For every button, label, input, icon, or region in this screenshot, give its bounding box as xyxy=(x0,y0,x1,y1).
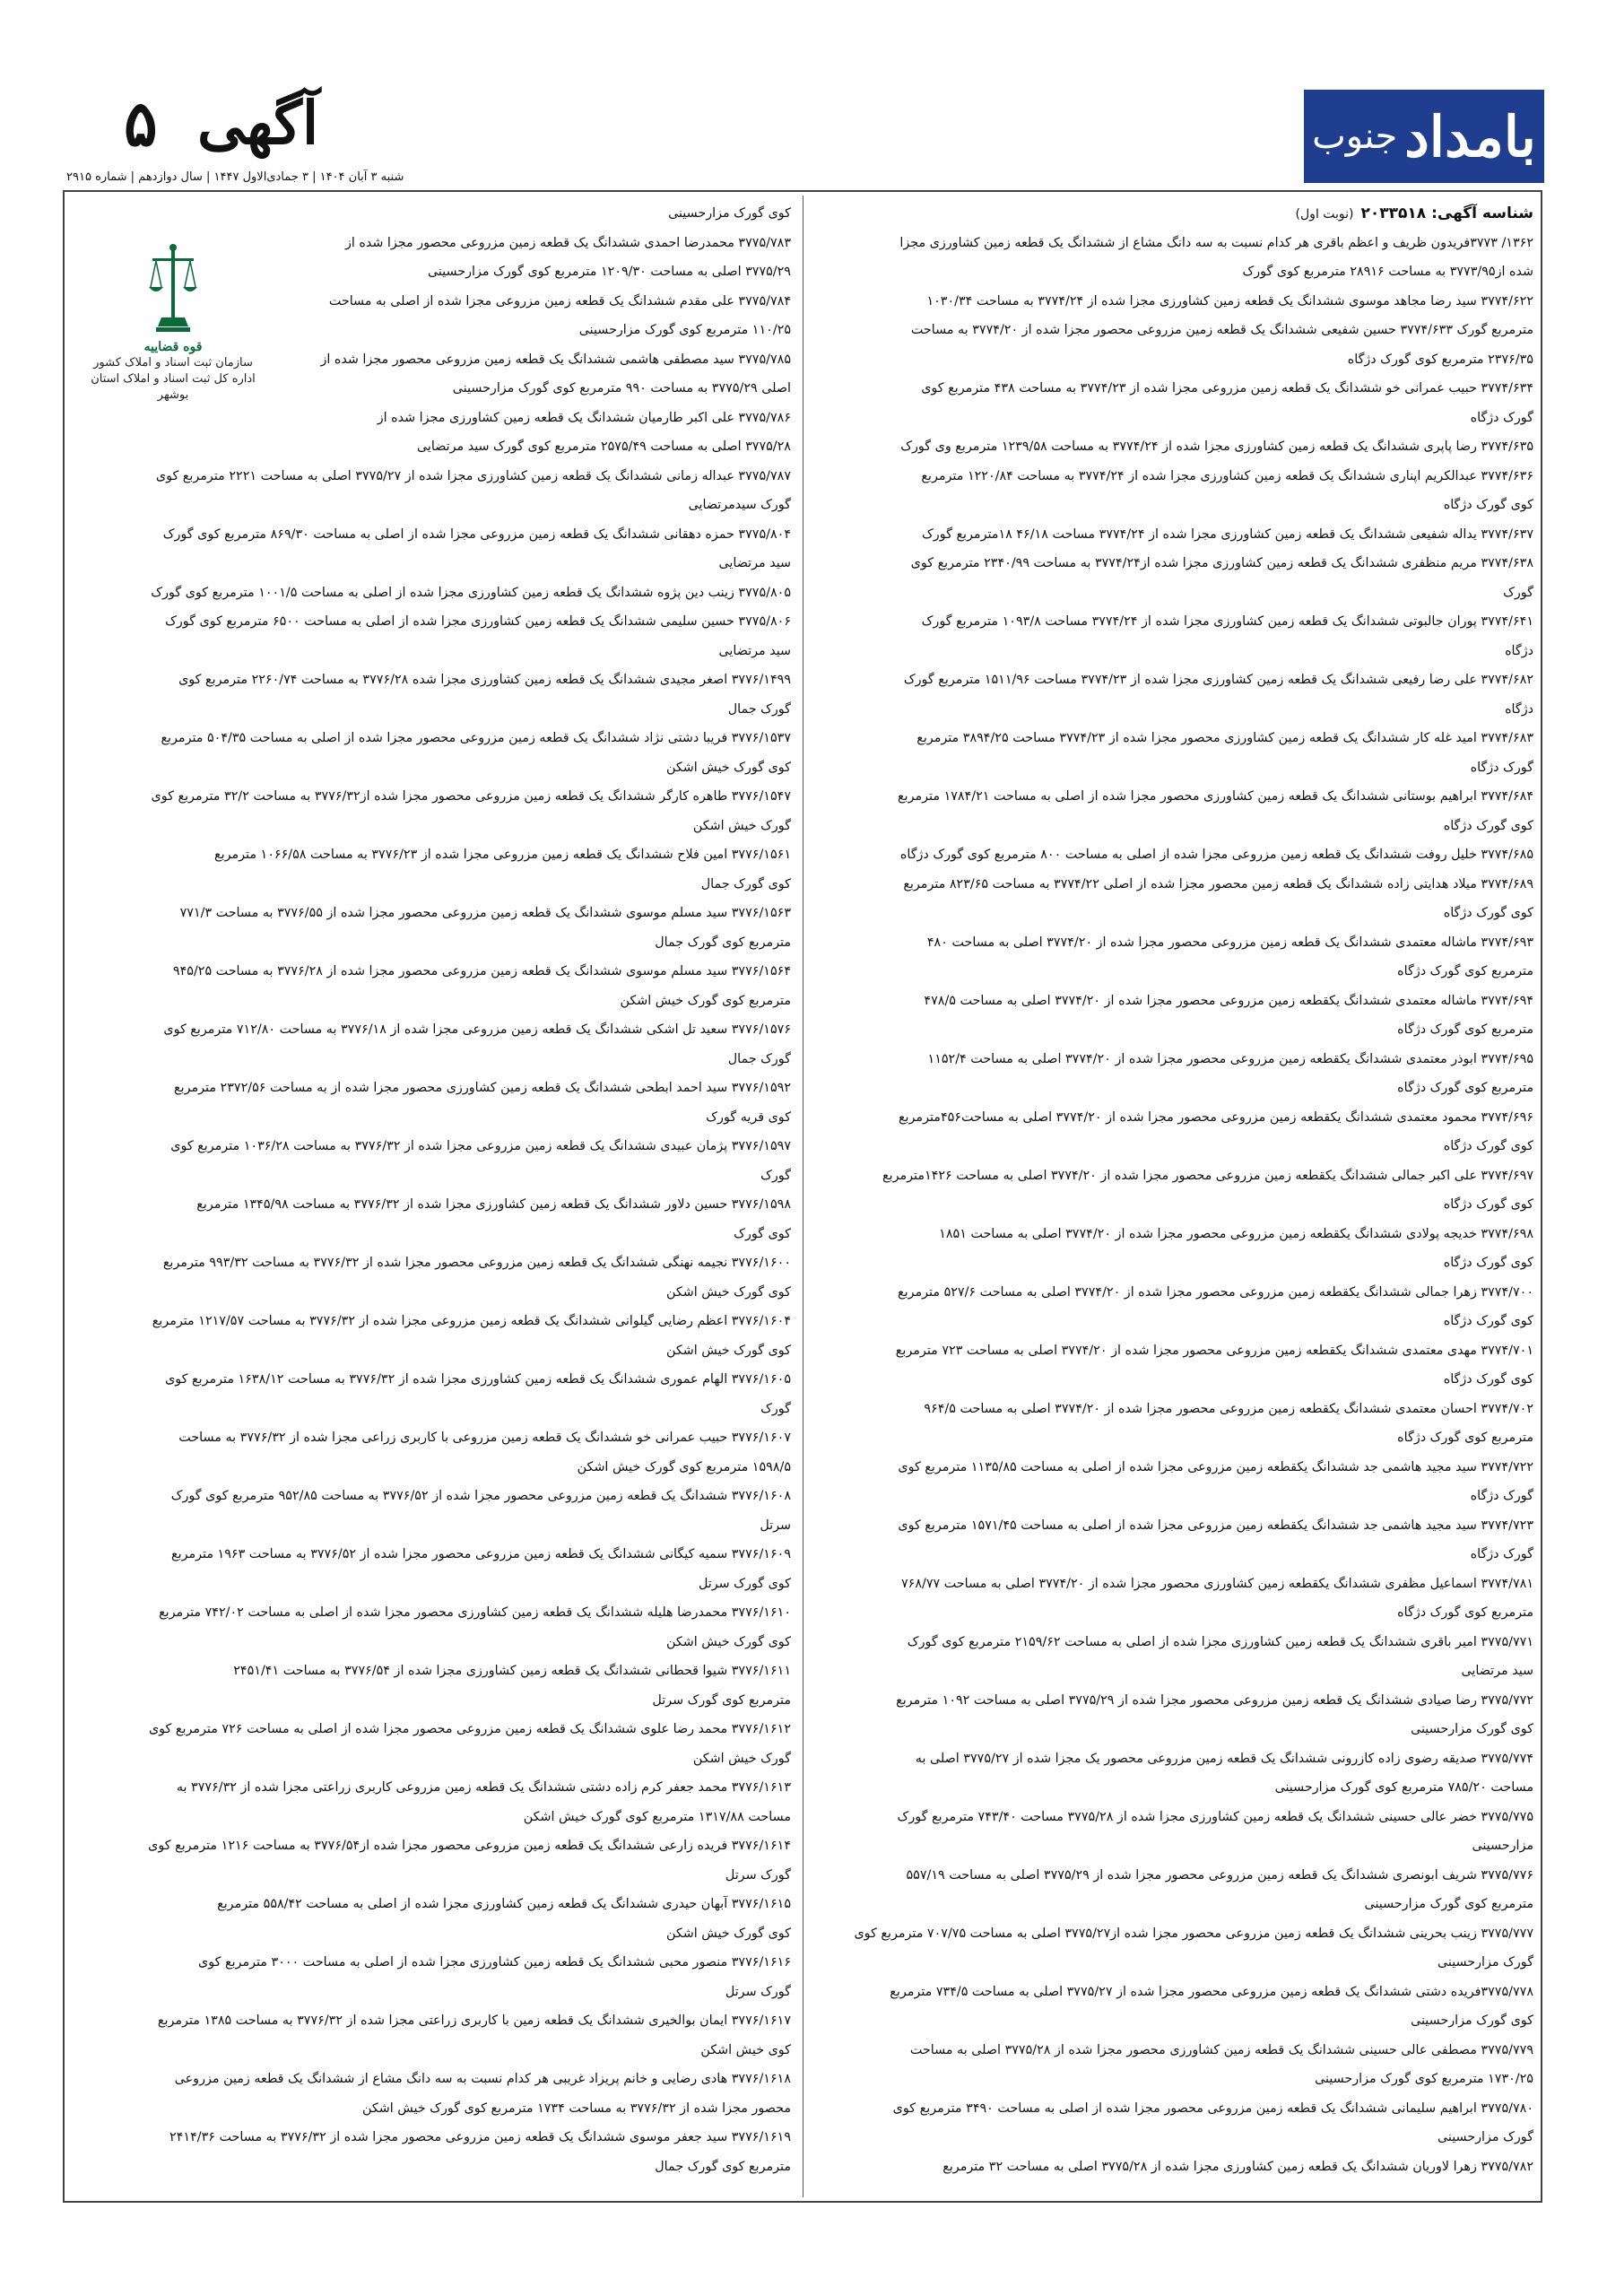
notice-line: مترمربع گورک ۳۷۷۴/۶۳۳ حسین شفیعی ششدانگ یک قطعه زمین مزروعی محصور مجزا شده از ۳۷۷۴/۲۰ به مساحت xyxy=(910,323,1533,337)
notice-line: ۳۷۷۵/۸۰۵ زینب دین پژوه ششدانگ یک قطعه زمین کشاورزی مجزا شده از اصلی به مساحت ۱۰۰۱/۵ مترمربع کوی گورک xyxy=(151,585,791,600)
notice-line: مترمربع کوی گورک دژگاه xyxy=(1397,1081,1533,1095)
notice-round: (نوبت اول) xyxy=(1295,207,1354,222)
notice-line: ۳۷۷۴/۶۲۲ سید رضا مجاهد موسوی ششدانگ یک قطعه زمین کشاورزی مجزا شده از ۳۷۷۴/۲۴ به مساحت ۱۰۳۰/۳۴ xyxy=(926,293,1533,309)
org-line-2: اداره کل ثبت اسناد و املاک استان بوشهر xyxy=(91,372,256,402)
notice-line: مترمربع کوی گورک جمال xyxy=(655,935,791,950)
notice-line: ۳۷۷۴/۶۹۴ ماشاله معتمدی ششدانگ یکقطعه زمین مزروعی محصور مجزا شده از ۳۷۷۴/۲۰ اصلی به مساحت ۴۷۸/۵ xyxy=(924,993,1533,1008)
right-column xyxy=(816,199,1533,2181)
notice-line: ۳۷۷۴/۶۹۷ علی اکبر جمالی ششدانگ یکقطعه زمین مزروعی محصور مجزا شده از ۳۷۷۴/۲۰ اصلی به مساحت ۱۴۲۶مترمربع xyxy=(882,1168,1533,1183)
notice-line: ۳۷۷۶/۱۶۱۰ محمدرضا هلیله ششدانگ یک قطعه زمین کشاورزی محصور مجزا شده از اصلی به مساحت ۷۴۲/۰۲ مترمربع xyxy=(159,1605,791,1620)
notice-line: مترمربع کوی گورک دژگاه xyxy=(1397,1431,1533,1445)
notice-line: ۳۷۷۴/۶۸۹ میلاد هدایتی زاده ششدانگ یک قطعه زمین محصور مجزا شده از اصلی ۳۷۷۴/۲۲ به مساحت ۸۲۳/۶۵ مترمربع xyxy=(903,876,1533,891)
notice-line: سید مرتضایی xyxy=(1461,1664,1533,1678)
notice-line: کوی گورک مزارحسینی xyxy=(668,206,791,221)
notice-line: ۳۷۷۴/۶۹۶ محمود معتمدی ششدانگ یکقطعه زمین مزروعی محصور مجزا شده از ۳۷۷۴/۲۰ اصلی به مساحت۴۵۶مترمربع xyxy=(898,1109,1533,1125)
notice-line: ۳۷۷۵/۷۷۲ رضا صیادی ششدانگ یک قطعه زمین مزروعی محصور مجزا شده از ۳۷۷۵/۲۹ اصلی به مساحت ۱۰۹۲ مترمربع xyxy=(896,1692,1533,1708)
notice-line: ۳۷۷۶/۱۴۹۹ اصغر مجیدی ششدانگ یک قطعه زمین کشاورزی مجزا شده ۳۷۷۶/۲۸ به مساحت ۲۲۶۰/۷۴ مترمربع کوی xyxy=(178,673,791,687)
notice-line: گورک دژگاه xyxy=(1470,760,1533,775)
notice-title: شناسه آگهی: ۲۰۳۳۵۱۸ xyxy=(1360,204,1533,222)
notice-line: محصور مجزا شده از ۳۷۷۶/۳۲ به مساحت ۱۷۳۴ مترمربع کوی گورک خیش اشکن xyxy=(361,2100,791,2116)
notice-line: مساحت ۱۳۱۷/۸۸ مترمربع کوی گورک خیش اشکن xyxy=(523,1809,791,1824)
notice-line: ۳۷۷۴/۶۳۵ رضا پاپری ششدانگ یک قطعه زمین کشاورزی مجزا شده از ۳۷۷۴/۲۴ به مساحت ۱۲۳۹/۵۸ مترمربع وی گورک xyxy=(900,439,1533,454)
notice-line: کوی گورک مزارحسینی xyxy=(1411,2013,1533,2028)
notice-line: مترمربع کوی گورک سرتل xyxy=(652,1692,791,1708)
notice-line: سرتل xyxy=(760,1518,791,1533)
notice-line: ۲۳۷۶/۳۵ مترمربع کوی گورک دژگاه xyxy=(1347,352,1533,367)
notice-line: گورک xyxy=(760,1401,791,1416)
notice-line: مترمربع کوی گورک دژگاه xyxy=(1397,1605,1533,1620)
notice-line: گورک xyxy=(1503,585,1533,600)
notice-line: ۳۷۷۵/۷۸۵ سید مصطفی هاشمی ششدانگ یک قطعه زمین مزروعی محصور مجزا شده از xyxy=(320,352,791,367)
notice-line: ۳۷۷۶/۱۶۱۶ منصور محبی ششدانگ یک قطعه زمین کشاورزی مجزا شده از اصلی به مساحت ۳۰۰۰ مترمربع کوی xyxy=(198,1955,791,1970)
notice-line: گورک xyxy=(760,1168,791,1183)
notice-line: ۳۷۷۴/۷۸۱ اسماعیل مظفری ششدانگ یکقطعه زمین کشاورزی محصور مجزا شده از ۳۷۷۴/۲۰ اصلی به مساحت ۷۶۸/۷۷ xyxy=(900,1576,1533,1591)
notice-line: ۳۷۷۴/۷۰۰ زهرا جمالی ششدانگ یکقطعه زمین مزروعی محصور مجزا شده از ۳۷۷۴/۲۰ اصلی به مساحت ۵۲۷/۶ مترمربع xyxy=(898,1284,1533,1300)
notice-line: ۳۷۷۶/۱۵۴۷ طاهره کارگر ششدانگ یک قطعه زمین مزروعی محصور مجزا شده از۳۷۷۶/۳۲ به مساحت ۳۲/۲ مترمربع کوی xyxy=(151,789,791,804)
notice-line: ۳۷۷۵/۷۷۷ زینب بحرینی ششدانگ یک قطعه زمین مزروعی محصور مجزا شده از۳۷۷۵/۲۷ اصلی به مساحت ۷۰۷/۷۵ مترمربع کوی xyxy=(854,1926,1533,1941)
notice-line: ۳۷۷۴/۶۹۵ ابوذر معتمدی ششدانگ یکقطعه زمین مزروعی محصور مجزا شده از ۳۷۷۴/۲۰ اصلی به مساحت ۱۱۵۲/۴ xyxy=(927,1051,1533,1066)
notice-line: ۳۷۷۵/۷۸۴ علی مقدم ششدانگ یک قطعه زمین مزروعی مجزا شده از اصلی به مساحت xyxy=(328,293,791,309)
notice-line: ۳۷۷۶/۱۵۹۲ سید احمد ابطحی ششدانگ یک قطعه زمین کشاورزی محصور مجزا شده از به مساحت ۲۳۷۲/۵۶ مترمربع xyxy=(174,1081,791,1095)
notice-line: ۳۷۷۶/۱۵۳۷ فریبا دشتی نژاد ششدانگ یک قطعه زمین مزروعی محصور مجزا شده از اصلی به مساحت ۵۰۴/۳۵ مترمربع xyxy=(161,731,791,745)
notice-line: شده از۳۷۷۳/۹۵ به مساحت ۲۸۹۱۶ مترمربع کوی گورک xyxy=(1242,265,1533,279)
notice-line: ۱۱۰/۲۵ مترمربع کوی گورک مزارحسینی xyxy=(578,323,791,337)
notice-line: ۳۷۷۶/۱۶۱۲ محمد رضا علوی ششدانگ یک قطعه زمین مزروعی محصور مجزا شده از اصلی به مساحت ۷۲۶ مترمربع کوی xyxy=(148,1722,791,1736)
notice-line: ۳۷۷۶/۱۶۱۳ محمد جعفر کرم زاده دشتی ششدانگ یک قطعه زمین مزروعی کاربری زراعتی مجزا شده از ۳۷۷۶/۳۲ به xyxy=(176,1780,791,1795)
notice-line: ۳۷۷۴/۶۳۸ مریم منظفری ششدانگ یک قطعه زمین کشاورزی مجزا شده از۳۷۷۴/۲۴ به مساحت ۲۳۴۰/۹۹ مترمربع کوی xyxy=(910,556,1533,570)
notice-line: کوی گورک جمال xyxy=(700,876,791,891)
notice-line: کوی گورک خیش اشکن xyxy=(665,1284,791,1300)
notice-line: ۳۷۷۵/۷۷۶ شریف ابونصری ششدانگ یک قطعه زمین مزروعی محصور مجزا شده از ۳۷۷۵/۲۹ اصلی به مساحت ۵۵۷/۱۹ xyxy=(906,1867,1533,1883)
notice-line: ۳۷۷۵/۷۷۱ امیر باقری ششدانگ یک قطعه زمین کشاورزی مجزا شده از اصلی به مساحت ۲۱۵۹/۶۲ مترمربع کوی گورک xyxy=(907,1634,1533,1649)
notice-line: ۳۷۷۴/۶۸۲ علی رضا رفیعی ششدانگ یک قطعه زمین کشاورزی مجزا شده از ۳۷۷۴/۲۳ مساحت ۱۵۱۱/۹۶ مترمربع گورک xyxy=(903,673,1533,687)
notice-line: مساحت ۷۸۵/۲۰ مترمربع کوی گورک مزارحسینی xyxy=(1274,1780,1533,1795)
notice-line: ۳۷۷۶/۱۶۰۷ حبیب عمرانی خو ششدانگ یک قطعه زمین مزروعی با کاربری زراعی مجزا شده از ۳۷۷۶/۳۲ به مساحت xyxy=(178,1431,791,1445)
page-title: آگهی xyxy=(197,88,319,158)
notice-line: گورک دژگاه xyxy=(1470,1547,1533,1561)
notice-line: کوی گورک xyxy=(734,1226,791,1241)
notice-line: کوی گورک سرتل xyxy=(698,1576,791,1591)
notice-line: گورک سیدمرتضایی xyxy=(688,498,791,512)
notice-line: ۳۷۷۴/۶۹۳ ماشاله معتمدی ششدانگ یک قطعه زمین مزروعی محصور مجزا شده از ۳۷۷۴/۲۰ اصلی به مساحت ۴۸۰ xyxy=(926,935,1533,950)
notice-line: ۳۷۷۶/۱۶۱۱ شیوا قحطانی ششدانگ یک قطعه زمین کشاورزی مجزا شده از ۳۷۷۶/۵۴ به مساحت ۲۴۵۱/۴۱ xyxy=(233,1664,791,1678)
notice-line: گورک جمال xyxy=(727,1051,791,1066)
notice-line: کوی گورک دژگاه xyxy=(1443,1256,1533,1270)
notice-line: ۳۷۷۴/۶۹۸ خدیجه پولادی ششدانگ یکقطعه زمین مزروعی محصور مجزا شده از ۳۷۷۴/۲۰ اصلی به مساحت ۱۸۵۱ xyxy=(939,1226,1533,1241)
notice-line: ۱۷۳۰/۲۵ مترمربع کوی گورک مزارحسینی xyxy=(1315,2072,1533,2086)
notice-line: ۳۷۷۵/۲۸ اصلی به مساحت ۲۵۷۵/۴۹ مترمربع کوی گورک سید مرتضایی xyxy=(416,439,791,454)
notice-line: ۳۷۷۵/۷۸۷ عبداله زمانی ششدانگ یک قطعه زمین کشاورزی مجزا شده از ۳۷۷۵/۲۷ اصلی به مساحت ۲۲۲۱ مترمربع کوی xyxy=(155,468,791,483)
notice-line: مترمربع کوی گورک دژگاه xyxy=(1397,964,1533,978)
notice-line: ۳۷۷۵/۷۷۹ مصطفی عالی حسینی ششدانگ یک قطعه زمین کشاورزی محصور مجزا شده از ۳۷۷۵/۲۸ اصلی به مساحت xyxy=(909,2042,1533,2057)
notice-line: ۳۷۷۵/۸۰۶ حسین سلیمی ششدانگ یک قطعه زمین کشاورزی مجزا شده از اصلی به مساحت ۶۵۰۰ مترمربع کوی گورک xyxy=(165,614,791,629)
notice-line: کوی گورک دژگاه xyxy=(1443,906,1533,920)
notice-line: کوی گورک خیش اشکن xyxy=(665,760,791,775)
notice-line: ۳۷۷۶/۱۵۹۷ پژمان عبیدی ششدانگ یک قطعه زمین مزروعی مجزا شده از ۳۷۷۶/۳۲ به مساحت ۱۰۳۶/۲۸ مترمربع کوی xyxy=(170,1139,791,1153)
notice-line: ۳۷۷۴/۶۸۴ ابراهیم بوستانی ششدانگ یک قطعه زمین کشاورزی محصور مجزا شده از اصلی به مساحت ۱۷۸۴/۲۱ مترمربع xyxy=(898,789,1533,804)
page-label xyxy=(63,81,439,188)
org-brand: قوه قضاییه xyxy=(143,340,203,354)
notice-line: ۳۷۷۴/۶۳۶ عبدالکریم اپناری ششدانگ یک قطعه زمین کشاورزی مجزا شده از ۳۷۷۴/۲۴ به مساحت ۱۲۲۰/۸۴ مترمربع xyxy=(921,468,1533,483)
notice-line: ۳۷۷۵/۷۷۴ صدیقه رضوی زاده کازرونی ششدانگ یک قطعه زمین مزروعی محصور یک مجزا شده از ۳۷۷۵/۲۷ اصلی به xyxy=(915,1751,1533,1766)
notice-line: کوی گورک دژگاه xyxy=(1443,498,1533,512)
notice-line: اصلی ۳۷۷۵/۲۹ به مساحت ۹۹۰ مترمربع کوی گورک مزارحسینی xyxy=(452,381,791,396)
notice-line: ۳۷۷۶/۱۵۶۳ سید مسلم موسوی ششدانگ یک قطعه زمین مزروعی محصور مجزا شده از ۳۷۷۶/۵۵ به مساحت ۷۷۱/۳ xyxy=(179,906,791,920)
notice-line: ۳۷۷۵/۲۹ اصلی به مساحت ۱۲۰۹/۳۰ مترمربع کوی گورک مزارحسینی xyxy=(427,265,791,279)
notice-line: ۳۷۷۴/۷۰۲ احسان معتمدی ششدانگ یکقطعه زمین مزروعی محصور مجزا شده از ۳۷۷۴/۲۰ اصلی به مساحت ۹۶۴/۵ xyxy=(924,1401,1533,1416)
page-header xyxy=(63,81,1544,188)
notice-line: ۳۷۷۵/۷۸۳ محمدرضا احمدی ششدانگ یک قطعه زمین مزروعی محصور مجزا شده از xyxy=(344,235,791,250)
notice-line: گورک خیش اشکن xyxy=(692,1751,791,1766)
notice-line: کوی گورک دژگاه xyxy=(1443,1197,1533,1212)
org-line-1: سازمان ثبت اسناد و املاک کشور xyxy=(93,356,253,370)
notice-line: ۳۷۷۵/۷۸۰ ابراهیم سلیمانی ششدانگ یک قطعه زمین مزروعی محصور مجزا شده از اصلی به مساحت ۳۴۹۰ مترمربع کوی xyxy=(892,2100,1533,2116)
notice-line: کوی خیش اشکن xyxy=(700,2042,791,2057)
notice-line: کوی قریه گورک xyxy=(706,1109,791,1125)
notice-line: ۱۵۹۸/۵ مترمربع کوی گورک خیش اشکن xyxy=(577,1459,791,1474)
notice-line: کوی گورک خیش اشکن xyxy=(665,1343,791,1358)
notice-line: ۳۷۷۶/۱۶۰۸ ششدانگ یک قطعه زمین مزروعی محصور مجزا شده از ۳۷۷۶/۵۲ به مساحت ۹۵۲/۸۵ مترمربع کوی گورک xyxy=(170,1489,791,1503)
notice-line: کوی گورک مزارحسینی xyxy=(1411,1722,1533,1736)
notice-line: مترمربع کوی گورک خیش اشکن xyxy=(620,993,791,1008)
notice-line: ۳۷۷۶/۱۶۰۹ سمیه کیگانی ششدانگ یک قطعه زمین مزروعی محصور مجزا شده از ۳۷۷۶/۵۲ به مساحت ۱۹۶۳ مترمربع xyxy=(170,1547,791,1561)
scales-of-justice-icon xyxy=(149,242,197,335)
notice-line: کوی گورک دژگاه xyxy=(1443,1372,1533,1387)
notice-line: ۳۷۷۶/۱۶۱۸ هادی رضایی و خانم پریزاد غریبی هر کدام نسبت به سه دانگ مشاع از ششدانگ یک قطعه زمین مزروعی xyxy=(174,2072,791,2086)
notice-line: ۳۷۷۴/۶۳۴ حبیب عمرانی خو ششدانگ یک قطعه زمین مزروعی مجزا شده از ۳۷۷۴/۲۳ به مساحت ۴۳۸ مترمربع کوی xyxy=(921,381,1533,396)
notice-line: گورک سرتل xyxy=(725,1984,791,1999)
notice-line: ۳۷۷۴/۶۸۳ امید غله کار ششدانگ یک قطعه زمین کشاورزی محصور مجزا شده از ۳۷۷۴/۲۳ مساحت ۳۸۹۴/۲۵ مترمربع xyxy=(916,731,1533,745)
notice-line: مترمربع کوی گورک مزارحسینی xyxy=(1364,1897,1533,1911)
notice-line: کوی گورک دژگاه xyxy=(1443,1139,1533,1153)
notice-line: ۳۷۷۶/۱۵۷۶ سعید تل اشکی ششدانگ یک قطعه زمین مزروعی مجزا شده از ۳۷۷۶/۱۸ به مساحت ۷۱۲/۸۰ مترمربع کوی xyxy=(163,1022,791,1037)
notice-line: ۳۷۷۵/۷۷۵ خضر عالی حسینی ششدانگ یک قطعه زمین کشاورزی مجزا شده از ۳۷۷۵/۲۸ مساحت ۷۴۳/۴۰ مترمربع گورک xyxy=(897,1809,1533,1824)
column-divider xyxy=(803,196,804,2197)
notice-line: گورک سرتل xyxy=(725,1867,791,1883)
notice-line: گورک خیش اشکن xyxy=(692,818,791,833)
notice-heading xyxy=(816,199,1533,229)
notice-line: ۳۷۷۴/۷۲۳ سید مجید هاشمی جد ششدانگ یکقطعه زمین مزروعی مجزا شده از اصلی به مساحت ۱۵۷۱/۴۵ مترمربع کوی xyxy=(898,1518,1533,1533)
notice-line: گورک دژگاه xyxy=(1470,1489,1533,1503)
notice-line: ۳۷۷۴/۶۳۷ یداله شفیعی ششدانگ یک قطعه زمین کشاورزی مجزا شده از ۳۷۷۴/۲۴ مساحت ۴۶/۱۸ ۱۸مترمربع گورک xyxy=(922,526,1533,542)
notice-line: ۳۷۷۶/۱۶۰۰ نجیمه نهنگی ششدانگ یک قطعه زمین مزروعی محصور مجزا شده از ۳۷۷۶/۳۲ به مساحت ۹۹۳/۳۲ مترمربع xyxy=(162,1256,791,1270)
notice-line: کوی گورک دژگاه xyxy=(1443,818,1533,833)
page-number: ۵ xyxy=(124,86,158,161)
notice-line: ۳۷۷۶/۱۵۹۸ حسین دلاور ششدانگ یک قطعه زمین کشاورزی مجزا شده از ۳۷۷۶/۳۲ به مساحت ۱۳۴۵/۹۸ مترمربع xyxy=(196,1197,791,1212)
logo-main: بامداد xyxy=(1404,103,1536,170)
notice-line: مترمربع کوی گورک جمال xyxy=(655,2159,791,2174)
notice-line: ۳۷۷۶/۱۵۶۴ سید مسلم موسوی ششدانگ یک قطعه زمین مزروعی محصور مجزا شده از ۳۷۷۶/۲۸ به مساحت ۹۴۵/۲۵ xyxy=(172,964,791,978)
notice-line: کوی گورک خیش اشکن xyxy=(665,1926,791,1941)
notice-line: ۳۷۷۵/۸۰۴ حمزه دهقانی ششدانگ یک قطعه زمین مزروعی مجزا شده از اصلی به مساحت ۸۶۹/۳۰ مترمربع کوی گورک xyxy=(162,526,791,542)
notice-line: گورک مزارحسینی xyxy=(1438,1955,1533,1970)
notice-line: ۳۷۷۵/۷۸۶ علی اکبر طارمیان ششدانگ یک قطعه زمین کشاورزی مجزا شده از xyxy=(377,410,791,425)
notice-line: ۳۷۷۶/۱۶۱۴ فریده زارعی ششدانگ یک قطعه زمین مزروعی محصور مجزا شده از۳۷۷۶/۵۴ به مساحت ۱۲۱۶ مترمربع کوی xyxy=(148,1839,791,1853)
notice-line: ۳۷۷۴/۷۲۲ سید مجید هاشمی جد ششدانگ یکقطعه زمین مزروعی مجزا شده از اصلی به مساحت ۱۱۳۵/۸۵ مترمربع کوی xyxy=(898,1459,1533,1474)
notice-line: دژگاه xyxy=(1505,701,1533,717)
notice-line: ۳۷۷۶/۱۶۱۹ سید جعفر موسوی ششدانگ یک قطعه زمین مزروعی محصور مجزا شده از ۳۷۷۶/۳۲ به مساحت ۲۴۱۴/۳۶ xyxy=(169,2130,791,2144)
notice-line: کوی گورک دژگاه xyxy=(1443,1314,1533,1328)
notice-line: گورک جمال xyxy=(727,701,791,717)
notice-line: گورک مزارحسینی xyxy=(1438,2130,1533,2144)
issue-line: شنبه ۳ آبان ۱۴۰۴ | ۳ جمادی‌الاول ۱۴۴۷ | سال دوازدهم | شماره ۲۹۱۵ xyxy=(66,170,404,184)
notice-line: ۳۷۷۴/۶۸۵ خلیل روفت ششدانگ یک قطعه زمین مزروعی مجزا شده از اصلی به مساحت ۸۰۰ مترمربع کوی گورک دژگاه xyxy=(899,848,1533,862)
notice-line: گورک دژگاه xyxy=(1470,410,1533,425)
notice-line: ۳۷۷۶/۱۶۱۵ آبهان حیدری ششدانگ یک قطعه زمین کشاورزی مجزا شده از اصلی به مساحت ۵۵۸/۴۲ مترمربع xyxy=(217,1897,791,1911)
notice-line: ۳۷۷۵/۷۸۲ زهرا لاوریان ششدانگ یک قطعه زمین کشاورزی مجزا شده از ۳۷۷۵/۲۸ اصلی به مساحت ۳۲ مترمربع xyxy=(942,2159,1533,2174)
notice-line: ۳۷۷۶/۱۵۶۱ امین فلاح ششدانگ یک قطعه زمین مزروعی مجزا شده از ۳۷۷۶/۲۳ به مساحت ۱۰۶۶/۵۸ مترمربع xyxy=(213,848,791,862)
notice-line: ۳۷۷۴/۷۰۱ مهدی معتمدی ششدانگ یکقطعه زمین مزروعی محصور مجزا شده از ۳۷۷۴/۲۰ اصلی به مساحت ۷۲۳ مترمربع xyxy=(895,1343,1533,1358)
newspaper-logo xyxy=(1304,90,1544,183)
notice-line: ۱۳۶۲/ ۳۷۷۳فریدون ظریف و اعظم باقری هر کدام نسبت به سه دانگ مشاع از ششدانگ یک قطعه زمین کشاورزی مجزا xyxy=(899,235,1533,250)
notice-line: ۳۷۷۴/۶۴۱ پوران جالبوتی ششدانگ یک قطعه زمین کشاورزی مجزا شده از ۳۷۷۴/۲۴ مساحت ۱۰۹۳/۸ مترمربع گورک xyxy=(921,614,1533,629)
notice-line: سید مرتضایی xyxy=(718,643,791,658)
left-column xyxy=(75,199,791,2181)
notice-line: کوی گورک خیش اشکن xyxy=(665,1634,791,1649)
notice-line: ۳۷۷۶/۱۶۰۴ اعظم رضایی گیلوانی ششدانگ یک قطعه زمین مزروعی مجزا شده از ۳۷۷۶/۳۲ به مساحت ۱۲۱۷/۵۷ مترمربع xyxy=(152,1314,791,1328)
logo-sub: جنوب xyxy=(1312,116,1398,157)
notice-line: مزارحسینی xyxy=(1472,1839,1533,1853)
judiciary-emblem xyxy=(79,242,267,404)
notice-line: سید مرتضایی xyxy=(718,556,791,570)
org-caption xyxy=(79,339,267,404)
notice-line: ۳۷۷۵/۷۷۸فریده دشتی ششدانگ یک قطعه زمین مزروعی محصور مجزا شده از ۳۷۷۵/۲۷ اصلی به مساحت ۷۳۴/۵ مترمربع xyxy=(890,1984,1533,1999)
notice-line: مترمربع کوی گورک دژگاه xyxy=(1397,1022,1533,1037)
notice-line: ۳۷۷۶/۱۶۱۷ ایمان بوالخیری ششدانگ یک قطعه زمین با کاربری زراعتی مجزا شده از ۳۷۷۶/۳۲ به مساحت ۱۳۸۵ مترمربع xyxy=(157,2013,791,2028)
notice-line: ۳۷۷۶/۱۶۰۵ الهام عموری ششدانگ یک قطعه زمین کشاورزی مجزا شده از ۳۷۷۶/۳۲ به مساحت ۱۶۳۸/۱۲ مترمربع کوی xyxy=(165,1372,791,1387)
notice-line: دژگاه xyxy=(1505,643,1533,658)
